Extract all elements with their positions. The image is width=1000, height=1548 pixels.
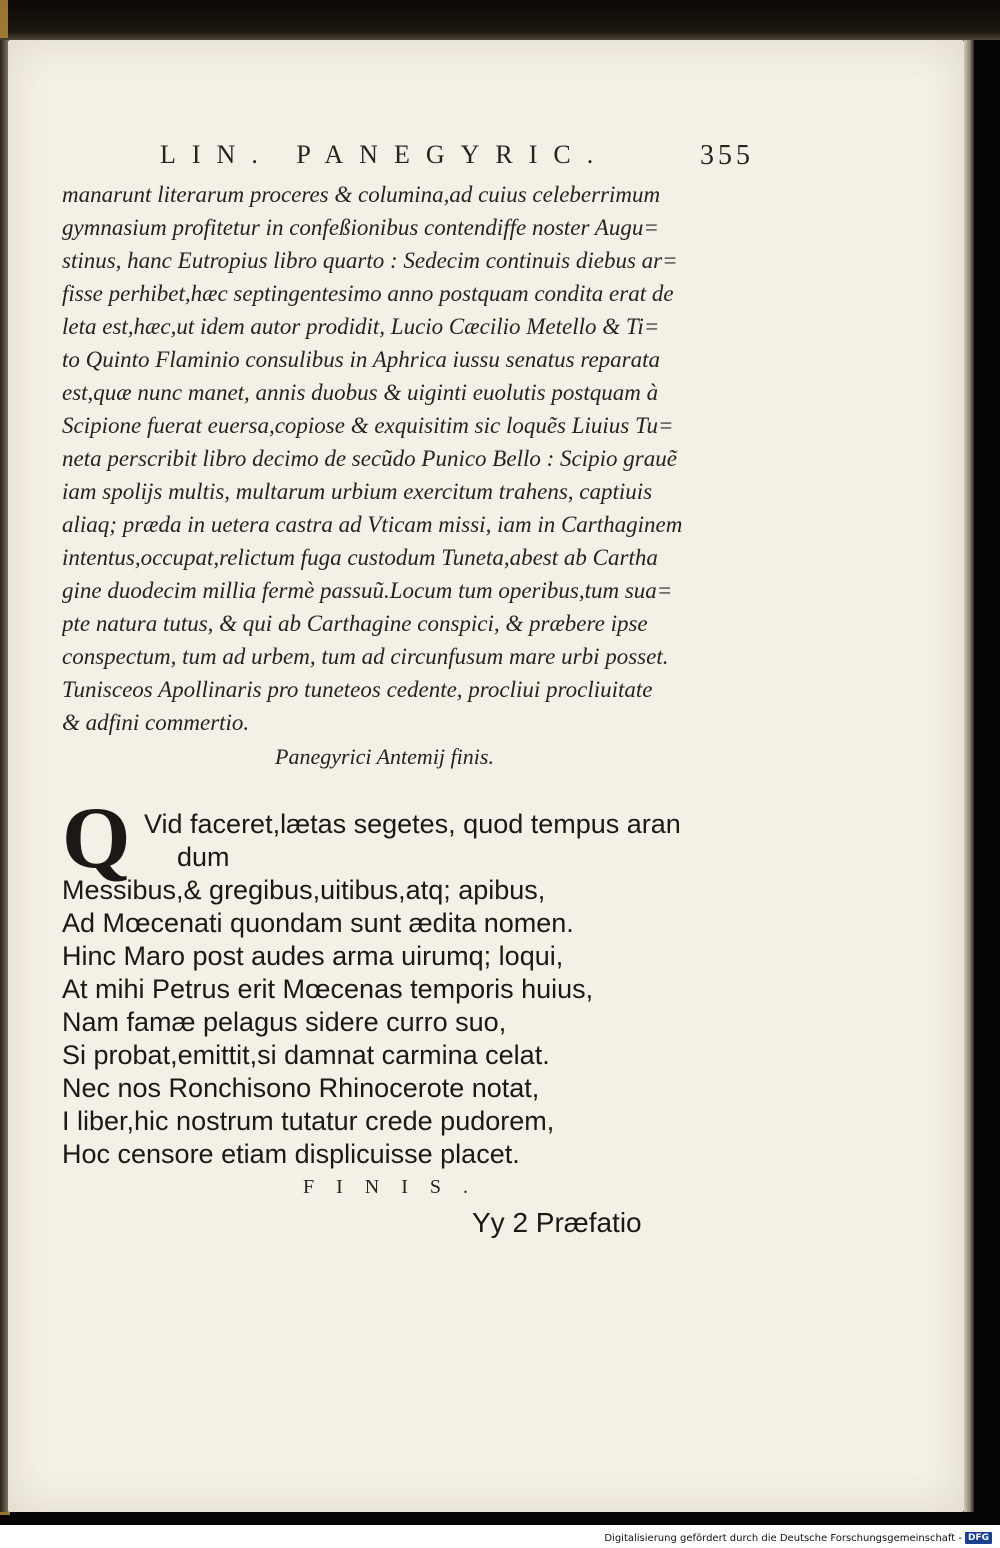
prose-line: pte natura tutus, & qui ab Carthagine conspici, & præbere ipse — [62, 611, 648, 636]
prose-line: gymnasium profitetur in confeßionibus contendiffe noster Augu= — [62, 215, 659, 240]
prose-line: Tunisceos Apollinaris pro tuneteos cedente, procliui procliuitate — [62, 677, 653, 702]
digitization-credit — [604, 1532, 992, 1544]
prose-line: neta perscribit libro decimo de secũdo Punico Bello : Scipio grauẽ — [62, 446, 677, 471]
poem-line: Nec nos Ronchisono Rhinocerote notat, — [62, 1073, 540, 1103]
prose-line: stinus, hanc Eutropius libro quarto : Sedecim continuis diebus ar= — [62, 248, 678, 273]
prose-line: manarunt literarum proceres & columina,ad cuius celeberrimum — [62, 182, 661, 207]
book-top-edge — [0, 0, 1000, 40]
page-number: 355 — [700, 140, 754, 171]
prose-block — [62, 178, 702, 739]
drop-cap: Q — [62, 790, 131, 887]
poem-line: Hinc Maro post audes arma uirumq; loqui, — [62, 941, 564, 971]
tape-mark-top — [0, 0, 8, 38]
poem-line: dum — [177, 842, 230, 872]
poem-block — [62, 808, 722, 1171]
poem-line: Si probat,emittit,si damnat carmina celat. — [62, 1040, 550, 1070]
prose-line: iam spolijs multis, multarum urbium exercitum trahens, captiuis — [62, 479, 653, 504]
prose-line: & adfini commertio. — [62, 710, 250, 735]
poem-line: Hoc censore etiam displicuisse placet. — [62, 1139, 520, 1169]
page-fore-edge — [964, 40, 974, 1512]
signature-catchword: Yy 2 Præfatio — [472, 1207, 642, 1238]
prose-line: fisse perhibet,hæc septingentesimo anno postquam condita erat de — [62, 281, 674, 306]
poem-line: Vid faceret,lætas segetes, quod tempus aran — [144, 809, 681, 839]
prose-line: intentus,occupat,relictum fuga custodum Tuneta,abest ab Cartha — [62, 545, 658, 570]
prose-line: Scipione fuerat euersa,copiose & exquisitim sic loquẽs Liuius Tu= — [62, 413, 674, 438]
prose-line: aliaq; præda in uetera castra ad Vticam missi, iam in Carthaginem — [62, 512, 683, 537]
poem-line: Nam famæ pelagus sidere curro suo, — [62, 1007, 507, 1037]
running-head: LIN. PANEGYRIC. — [160, 140, 610, 169]
prose-line: conspectum, tum ad urbem, tum ad circunfusum mare urbi posset. — [62, 644, 669, 669]
prose-line: to Quinto Flaminio consulibus in Aphrica iussu senatus reparata — [62, 347, 661, 372]
finis-mark: FINIS. — [303, 1176, 491, 1198]
prose-line: est,quæ nunc manet, annis duobus & uiginti euolutis postquam à — [62, 380, 659, 405]
credit-text: Digitalisierung gefördert durch die Deutsche Forschungsgemeinschaft - — [604, 1532, 962, 1544]
poem-line: At mihi Petrus erit Mœcenas temporis huius, — [62, 974, 594, 1004]
poem-line: I liber,hic nostrum tutatur crede pudorem, — [62, 1106, 555, 1136]
dfg-logo-icon: DFG — [965, 1532, 992, 1544]
prose-line: leta est,hæc,ut idem autor prodidit, Lucio Cæcilio Metello & Ti= — [62, 314, 660, 339]
poem-line: Messibus,& gregibus,uitibus,atq; apibus, — [62, 875, 546, 905]
prose-line: gine duodecim millia fermè passuũ.Locum tum operibus,tum sua= — [62, 578, 673, 603]
explicit-line: Panegyrici Antemij finis. — [275, 744, 494, 769]
poem-line: Ad Mœcenati quondam sunt ædita nomen. — [62, 908, 574, 938]
binding-edge — [0, 40, 8, 1512]
